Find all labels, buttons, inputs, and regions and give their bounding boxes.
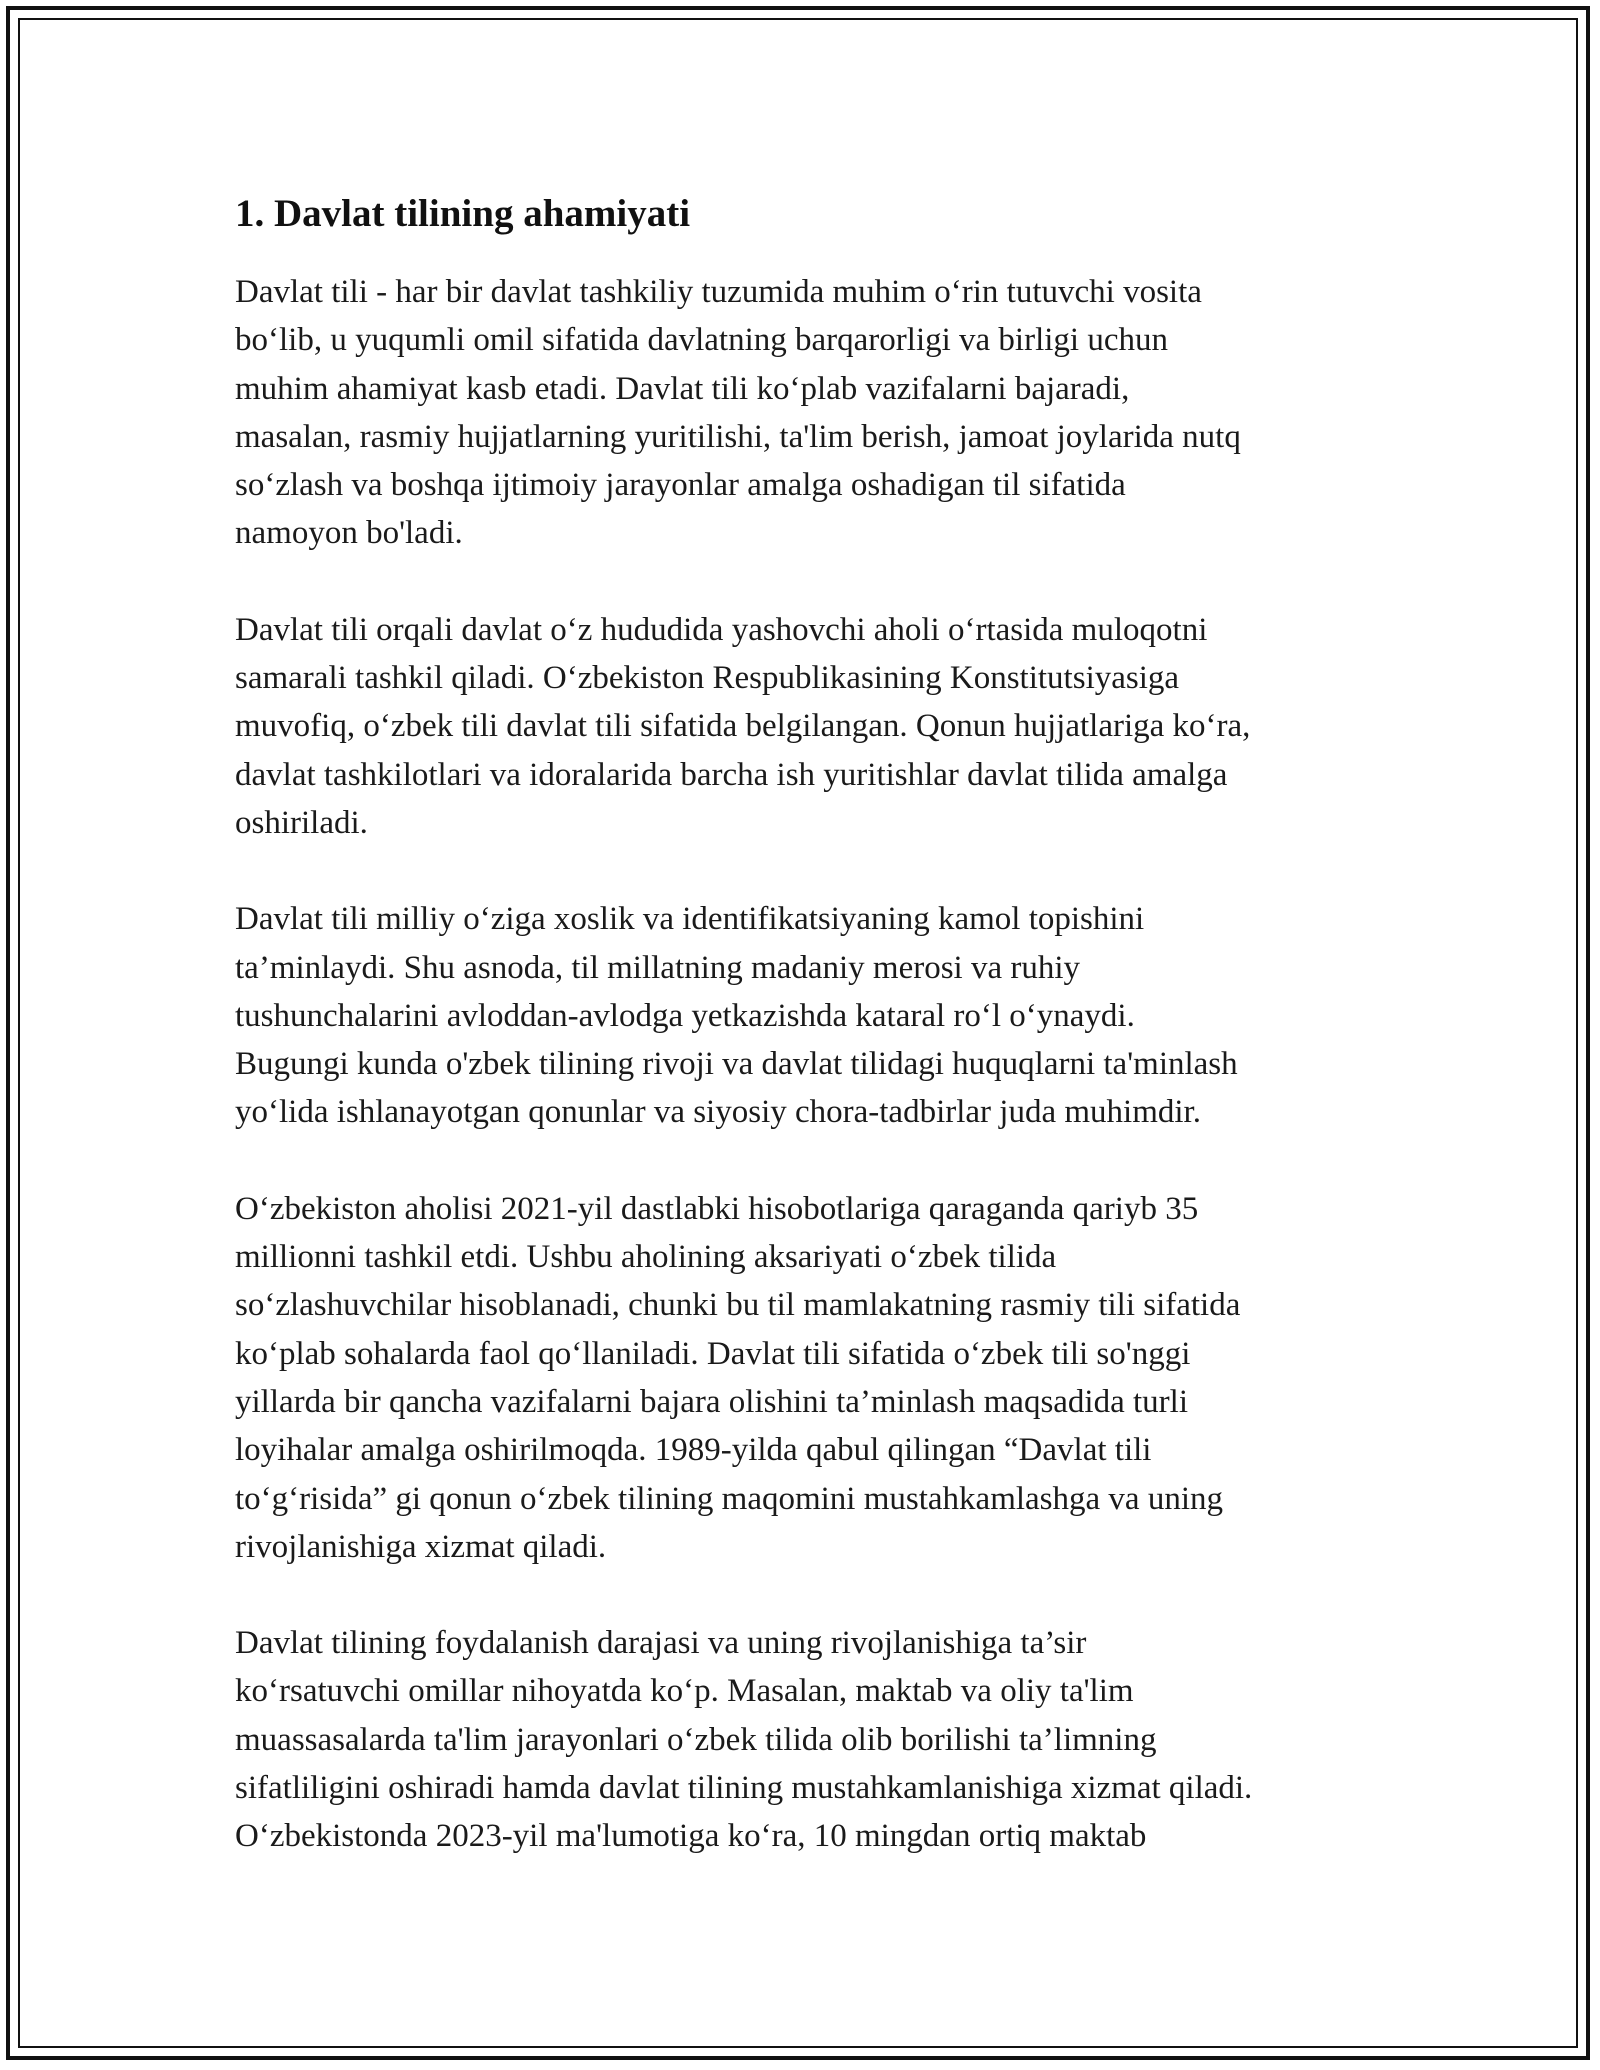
paragraph-3: Davlat tili milliy o‘ziga xoslik va identifikatsiyaning kamol topishini ta’minlaydi. Shu asnoda, til millatning madaniy merosi va ruhiy tushunchalarini avloddan-avlodga yetkazishda kataral ro‘l o‘ynaydi. Bugungi kunda o'zbek tilining rivoji va davlat tilidagi huquqlarni ta'minlash yo‘lida ishlanayotgan qonunlar va siyosiy chora-tadbirlar juda muhimdir. [235,901,1238,1131]
paragraph-4: O‘zbekiston aholisi 2021-yil dastlabki hisobotlariga qaraganda qariyb 35 millionni tashkil etdi. Ushbu aholining aksariyati o‘zbek tilida so‘zlashuvchilar hisoblanadi, chunki bu til mamlakatning rasmiy tili sifatida ko‘plab sohalarda faol qo‘llaniladi. Davlat tili sifatida o‘zbek tili so'nggi yillarda bir qancha vazifalarni bajara olishini ta’minlash maqsadida turli loyihalar amalga oshirilmoqda. 1989-yilda qabul qilingan “Davlat tili to‘g‘risida” gi qonun o‘zbek tilining maqomini mustahkamlashga va uning rivojlanishiga xizmat qiladi. [235,1190,1241,1565]
paragraph-2: Davlat tili orqali davlat o‘z hududida yashovchi aholi o‘rtasida muloqotni samarali tashkil qiladi. O‘zbekiston Respublikasining Konstitutsiyasiga muvofiq, o‘zbek tili davlat tili sifatida belgilangan. Qonun hujjatlariga ko‘ra, davlat tashkilotlari va idoralarida barcha ish yuritishlar davlat tilida amalga oshiriladi. [235,611,1251,841]
section-heading: 1. Davlat tilining ahamiyati [235,192,691,235]
document-body [235,188,1370,1909]
paragraph-5: Davlat tilining foydalanish darajasi va uning rivojlanishiga ta’sir ko‘rsatuvchi omillar nihoyatda ko‘p. Masalan, maktab va oliy ta'lim muassasalarda ta'lim jarayonlari o‘zbek tilida olib borilishi ta’limning sifatliligini oshiradi hamda davlat tilining mustahkamlanishiga xizmat qiladi. O‘zbekistonda 2023-yil ma'lumotiga ko‘ra, 10 mingdan ortiq maktab [235,1625,1253,1855]
paragraph-1: Davlat tili - har bir davlat tashkiliy tuzumida muhim o‘rin tutuvchi vosita bo‘lib, u yuqumli omil sifatida davlatning barqarorligi va birligi uchun muhim ahamiyat kasb etadi. Davlat tili ko‘plab vazifalarni bajaradi, masalan, rasmiy hujjatlarning yuritilishi, ta'lim berish, jamoat joylarida nutq so‘zlash va boshqa ijtimoiy jarayonlar amalga oshadigan til sifatida namoyon bo'ladi. [235,274,1241,552]
